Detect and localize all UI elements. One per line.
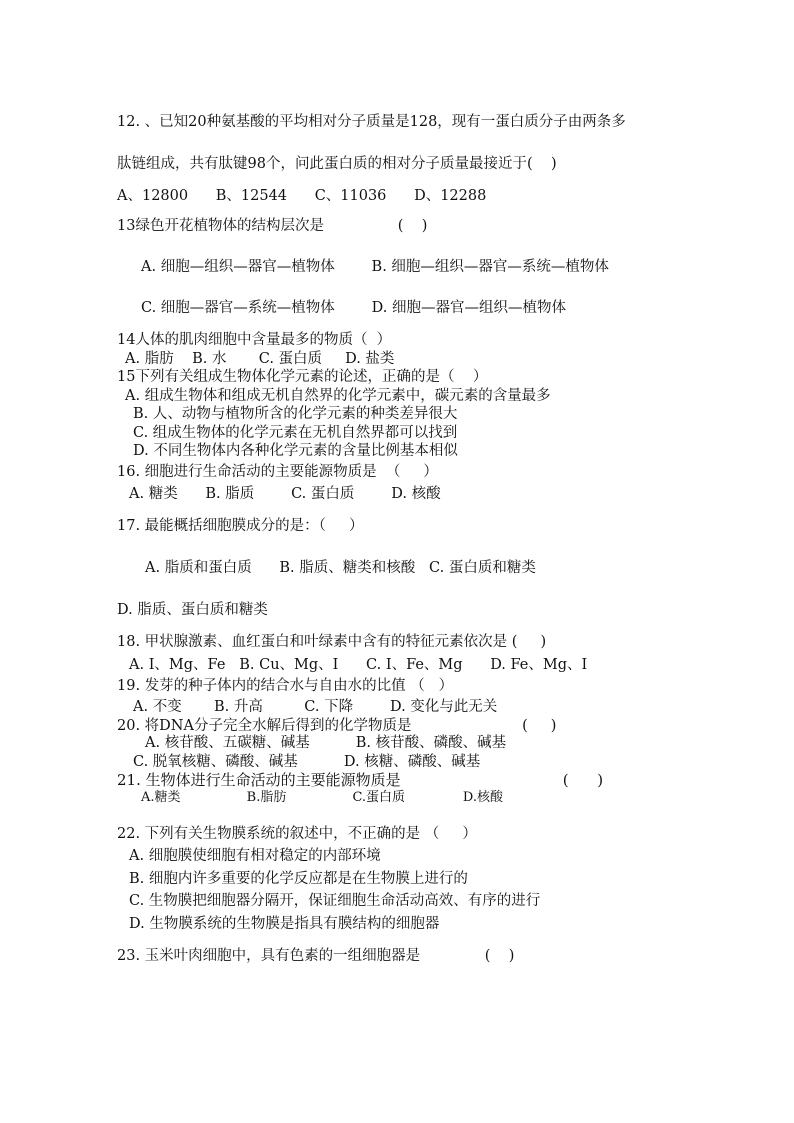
q14-stem: 14人体的肌肉细胞中含量最多的物质（ ） <box>117 332 392 348</box>
q20-options-cd: C. 脱氧核糖、磷酸、碱基 D. 核糖、磷酸、碱基 <box>133 754 481 770</box>
q15-option-b: B. 人、动物与植物所含的化学元素的种类差异很大 <box>133 406 458 422</box>
q20-options-ab: A. 核苷酸、五碳糖、碱基 B. 核苷酸、磷酸、碱基 <box>145 735 507 751</box>
q13-options-ab: A. 细胞—组织—器官—植物体 B. 细胞—组织—器官—系统—植物体 <box>141 259 609 275</box>
q17-stem: 17. 最能概括细胞膜成分的是：（ ） <box>117 518 364 534</box>
q19-stem: 19. 发芽的种子体内的结合水与自由水的比值 （ ） <box>117 678 454 694</box>
q22-option-a: A. 细胞膜使细胞有相对稳定的内部环境 <box>129 848 381 864</box>
q22-option-d: D. 生物膜系统的生物膜是指具有膜结构的细胞器 <box>129 916 440 932</box>
q13-stem: 13绿色开花植物体的结构层次是 ( ) <box>117 218 428 234</box>
q22-stem: 22. 下列有关生物膜系统的叙述中，不正确的是 （ ） <box>117 826 477 842</box>
q15-option-d: D. 不同生物体内各种化学元素的含量比例基本相似 <box>133 443 458 459</box>
q16-options: A. 糖类 B. 脂质 C. 蛋白质 D. 核酸 <box>129 486 441 502</box>
q19-options: A. 不变 B. 升高 C. 下降 D. 变化与此无关 <box>133 699 498 715</box>
q20-stem: 20. 将DNA分子完全水解后得到的化学物质是 ( ) <box>117 718 557 734</box>
q22-option-c: C. 生物膜把细胞器分隔开，保证细胞生命活动高效、有序的进行 <box>129 893 541 909</box>
q12-stem-line1: 12. 、已知20种氨基酸的平均相对分子质量是128，现有一蛋白质分子由两条多 <box>117 114 626 130</box>
q23-stem: 23. 玉米叶肉细胞中，具有色素的一组细胞器是 ( ) <box>117 948 515 964</box>
q15-option-c: C. 组成生物体的化学元素在无机自然界都可以找到 <box>133 425 458 441</box>
q13-options-cd: C. 细胞—器官—系统—植物体 D. 细胞—器官—组织—植物体 <box>141 300 566 316</box>
q16-stem: 16. 细胞进行生命活动的主要能源物质是 （ ） <box>117 464 438 480</box>
q17-options-abc: A. 脂质和蛋白质 B. 脂质、糖类和核酸 C. 蛋白质和糖类 <box>145 560 536 576</box>
q17-option-d: D. 脂质、蛋白质和糖类 <box>117 602 268 618</box>
q12-stem-line2: 肽链组成，共有肽键98个，问此蛋白质的相对分子质量最接近于( ) <box>117 156 557 172</box>
q15-option-a: A. 组成生物体和组成无机自然界的化学元素中，碳元素的含量最多 <box>125 388 551 404</box>
q21-stem: 21. 生物体进行生命活动的主要能源物质是 ( ) <box>117 771 604 789</box>
q15-stem: 15下列有关组成生物体化学元素的论述，正确的是（ ） <box>117 369 488 385</box>
q18-options: A. I、Mg、Fe B. Cu、Mg、I C. I、Fe、Mg D. Fe、Mg、I <box>129 657 588 673</box>
q14-options: A. 脂肪 B. 水 C. 蛋白质 D. 盐类 <box>125 351 395 367</box>
q22-option-b: B. 细胞内许多重要的化学反应都是在生物膜上进行的 <box>129 871 468 887</box>
q18-stem: 18. 甲状腺激素、血红蛋白和叶绿素中含有的特征元素依次是 ( ) <box>117 634 547 650</box>
q12-options: A、12800 B、12544 C、11036 D、12288 <box>117 188 487 204</box>
q21-options: A.糖类 B.脂肪 C.蛋白质 D.核酸 <box>141 790 504 805</box>
